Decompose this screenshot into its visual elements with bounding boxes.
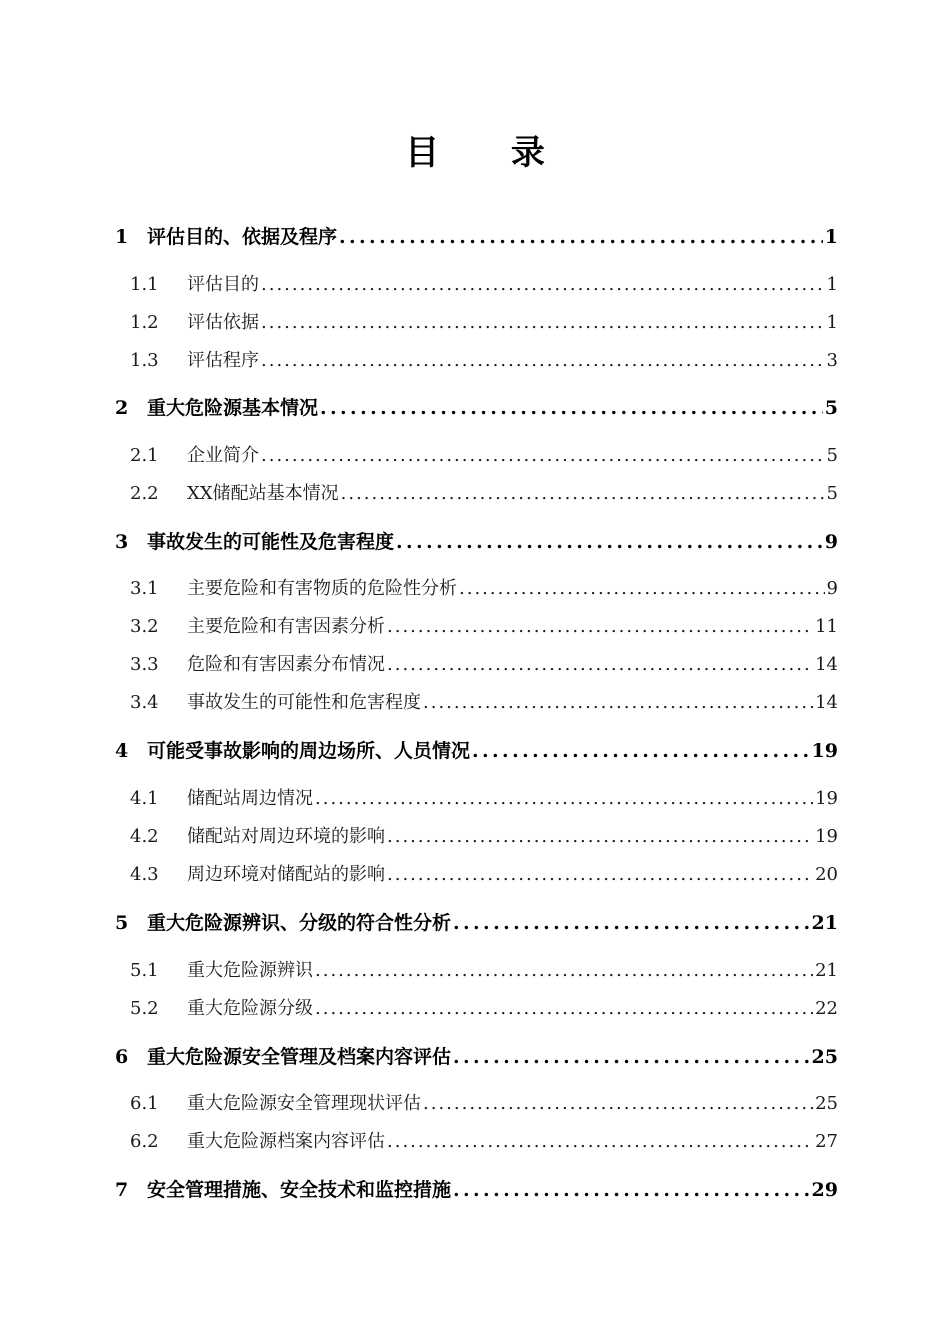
toc-dot-leader (453, 1042, 810, 1072)
toc-entry-label: 评估目的、依据及程序 (147, 226, 338, 248)
toc-entry-label: 安全管理措施、安全技术和监控措施 (147, 1179, 452, 1201)
toc-chapter-entry[interactable] (110, 1175, 838, 1205)
toc-page-number: 19 (811, 740, 838, 762)
toc-dot-leader (315, 956, 813, 986)
toc-page-number: 29 (811, 1179, 838, 1201)
toc-page-number: 19 (815, 826, 838, 847)
toc-entry-number: 5 (115, 912, 129, 934)
toc-dot-leader (341, 479, 825, 509)
toc-entry-label: 重大危险源分级 (187, 998, 313, 1019)
toc-section-entry[interactable] (110, 308, 838, 338)
toc-page-number: 14 (815, 692, 838, 713)
toc-dot-leader (453, 908, 810, 938)
toc-page-number: 27 (815, 1131, 838, 1152)
toc-page-number: 5 (826, 445, 838, 466)
toc-entry-label: 重大危险源基本情况 (147, 397, 319, 419)
toc-entry-number: 1.1 (130, 274, 159, 295)
toc-section-entry[interactable] (110, 822, 838, 852)
toc-entry-number: 2 (115, 397, 129, 419)
toc-dot-leader (261, 441, 825, 471)
toc-page-number: 5 (824, 397, 838, 419)
toc-page-number: 21 (815, 960, 838, 981)
toc-dot-leader (396, 527, 823, 557)
toc-entry-number: 4 (115, 740, 129, 762)
toc-dot-leader (453, 1175, 810, 1205)
toc-dot-leader (472, 736, 810, 766)
toc-section-entry[interactable] (110, 860, 838, 890)
toc-chapter-entry[interactable] (110, 393, 838, 423)
toc-entry-label: 可能受事故影响的周边场所、人员情况 (147, 740, 471, 762)
toc-entry-number: 7 (115, 1179, 129, 1201)
toc-entry-label: 储配站对周边环境的影响 (187, 826, 385, 847)
toc-page-number: 1 (826, 312, 838, 333)
toc-entry-label: 重大危险源安全管理现状评估 (187, 1093, 421, 1114)
toc-dot-leader (261, 270, 825, 300)
toc-page-number: 25 (815, 1093, 838, 1114)
toc-section-entry[interactable] (110, 688, 838, 718)
toc-section-entry[interactable] (110, 784, 838, 814)
toc-entry-label: 企业简介 (187, 445, 259, 466)
toc-entry-label: 储配站周边情况 (187, 788, 313, 809)
toc-entry-label: 事故发生的可能性和危害程度 (187, 692, 421, 713)
toc-chapter-entry[interactable] (110, 908, 838, 938)
toc-entry-number: 3 (115, 531, 129, 553)
toc-entry-label: 事故发生的可能性及危害程度 (147, 531, 395, 553)
toc-dot-leader (261, 346, 825, 376)
toc-page-number: 1 (824, 226, 838, 248)
toc-entry-number: 5.2 (130, 998, 159, 1019)
toc-page-number: 25 (811, 1046, 838, 1068)
toc-section-entry[interactable] (110, 1089, 838, 1119)
toc-entry-number: 2.1 (130, 445, 159, 466)
toc-dot-leader (315, 784, 813, 814)
toc-page-number: 9 (824, 531, 838, 553)
toc-page-number: 19 (815, 788, 838, 809)
toc-entry-number: 1.3 (130, 350, 159, 371)
toc-entry-number: 5.1 (130, 960, 159, 981)
toc-chapter-entry[interactable] (110, 527, 838, 557)
toc-entry-number: 3.1 (130, 578, 159, 599)
toc-entry-number: 1.2 (130, 312, 159, 333)
toc-dot-leader (423, 688, 813, 718)
toc-dot-leader (387, 822, 813, 852)
toc-entry-number: 4.3 (130, 864, 159, 885)
toc-entry-label: 主要危险和有害因素分析 (187, 616, 385, 637)
toc-entry-number: 4.1 (130, 788, 159, 809)
toc-dot-leader (387, 860, 813, 890)
toc-page-number: 11 (815, 616, 838, 637)
toc-entry-label: XX储配站基本情况 (187, 483, 339, 504)
toc-entry-label: 危险和有害因素分布情况 (187, 654, 385, 675)
toc-section-entry[interactable] (110, 994, 838, 1024)
toc-section-entry[interactable] (110, 956, 838, 986)
toc-page-number: 21 (811, 912, 838, 934)
toc-entry-label: 评估程序 (187, 350, 259, 371)
toc-section-entry[interactable] (110, 346, 838, 376)
page-title: 目 录 (405, 133, 575, 173)
toc-section-entry[interactable] (110, 441, 838, 471)
toc-entry-label: 重大危险源辨识、分级的符合性分析 (147, 912, 452, 934)
toc-dot-leader (423, 1089, 813, 1119)
toc-entry-number: 1 (115, 226, 129, 248)
toc-dot-leader (387, 1127, 813, 1157)
toc-page-number: 1 (826, 274, 838, 295)
toc-entry-number: 3.4 (130, 692, 159, 713)
toc-entry-number: 2.2 (130, 483, 159, 504)
toc-entry-number: 4.2 (130, 826, 159, 847)
toc-page-number: 9 (826, 578, 838, 599)
toc-dot-leader (387, 650, 813, 680)
toc-chapter-entry[interactable] (110, 1042, 838, 1072)
toc-entry-label: 重大危险源安全管理及档案内容评估 (147, 1046, 452, 1068)
toc-page-number: 3 (826, 350, 838, 371)
toc-dot-leader (459, 574, 825, 604)
toc-section-entry[interactable] (110, 479, 838, 509)
toc-entry-number: 6 (115, 1046, 129, 1068)
toc-section-entry[interactable] (110, 612, 838, 642)
toc-dot-leader (387, 612, 813, 642)
toc-entry-label: 评估目的 (187, 274, 259, 295)
toc-entry-number: 6.2 (130, 1131, 159, 1152)
toc-dot-leader (320, 393, 823, 423)
toc-entry-label: 主要危险和有害物质的危险性分析 (187, 578, 457, 599)
toc-entry-number: 6.1 (130, 1093, 159, 1114)
toc-entry-label: 重大危险源辨识 (187, 960, 313, 981)
toc-page-number: 20 (815, 864, 838, 885)
toc-section-entry[interactable] (110, 574, 838, 604)
toc-section-entry[interactable] (110, 650, 838, 680)
toc-entry-number: 3.3 (130, 654, 159, 675)
toc-page-number: 5 (826, 483, 838, 504)
toc-dot-leader (315, 994, 813, 1024)
toc-section-entry[interactable] (110, 1127, 838, 1157)
toc-entry-label: 重大危险源档案内容评估 (187, 1131, 385, 1152)
toc-dot-leader (339, 222, 823, 252)
toc-chapter-entry[interactable] (110, 222, 838, 252)
toc-dot-leader (261, 308, 825, 338)
toc-chapter-entry[interactable] (110, 736, 838, 766)
toc-page-number: 22 (815, 998, 838, 1019)
toc-entry-label: 周边环境对储配站的影响 (187, 864, 385, 885)
toc-page-number: 14 (815, 654, 838, 675)
toc-section-entry[interactable] (110, 270, 838, 300)
toc-entry-label: 评估依据 (187, 312, 259, 333)
toc-entry-number: 3.2 (130, 616, 159, 637)
